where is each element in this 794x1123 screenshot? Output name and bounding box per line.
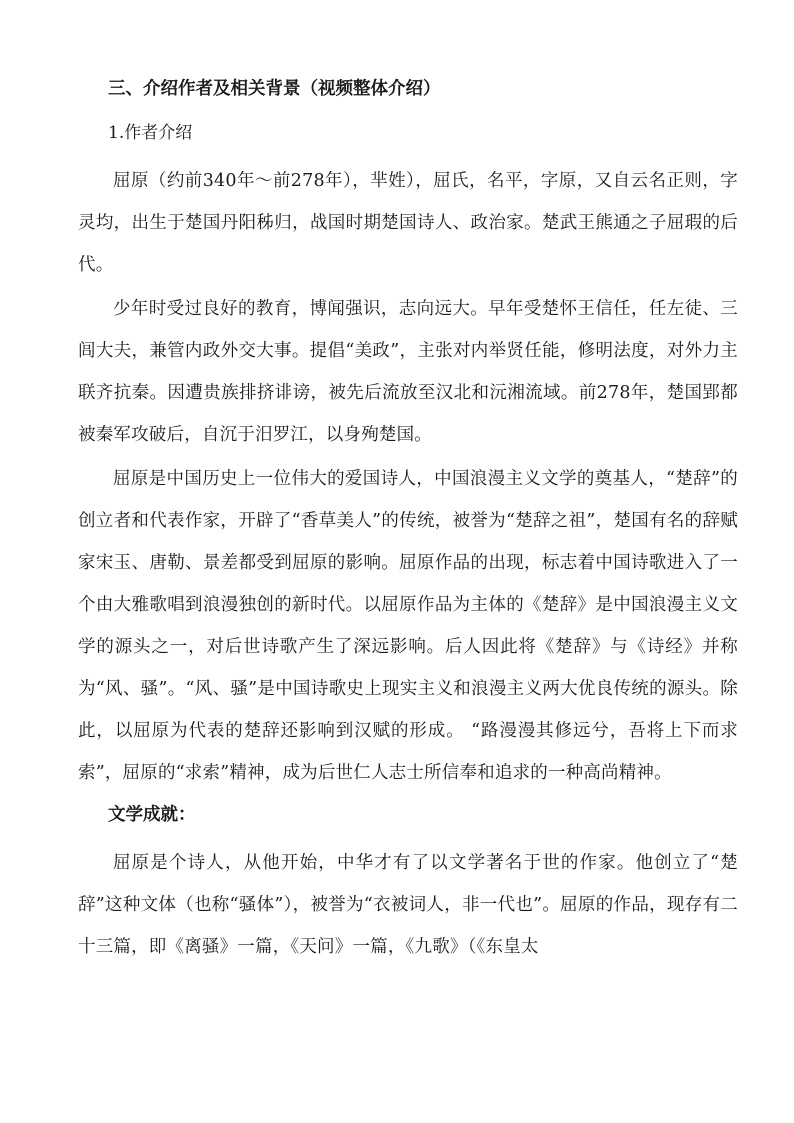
paragraph-legacy: 屈原是中国历史上一位伟大的爱国诗人，中国浪漫主义文学的奠基人，“楚辞”的创立者和代表作家，开辟了“香草美人”的传统，被誉为“楚辞之祖”，楚国有名的辞赋家宋玉、唐勒、景差都受到屈原的影响。屈原作品的出现，标志着中国诗歌进入了一个由大雅歌唱到浪漫独创的新时代。以屈原作品为主体的《楚辞》是中国浪漫主义文学的源头之一，对后世诗歌产生了深远影响。后人因此将《楚辞》与《诗经》并称为“风、骚”。“风、骚”是中国诗歌史上现实主义和浪漫主义两大优良传统的源头。除此，以屈原为代表的楚辞还影响到汉赋的形成。 “路漫漫其修远兮，吾将上下而求索”，屈原的“求索”精神，成为后世仁人志士所信奉和追求的一种高尚精神。: [78, 469, 738, 783]
literary-achievement-heading: 文学成就：: [108, 805, 196, 825]
author-intro-heading: 1.作者介绍: [108, 123, 193, 143]
section-title: 三、介绍作者及相关背景（视频整体介绍）: [108, 79, 441, 99]
paragraph-bio: 屈原（约前340年～前278年），芈姓），屈氏，名平，字原，又自云名正则，字灵均，出生于楚国丹阳秭归，战国时期楚国诗人、政治家。楚武王熊通之子屈瑕的后代。: [78, 171, 738, 275]
document-body: [78, 74, 738, 970]
paragraph-career: 少年时受过良好的教育，博闻强识，志向远大。早年受楚怀王信任，任左徒、三闾大夫，兼管内政外交大事。提倡“美政”，主张对内举贤任能，修明法度，对外力主联齐抗秦。因遭贵族排挤诽谤，被先后流放至汉北和沅湘流域。前278年，楚国郢都被秦军攻破后，自沉于汨罗江，以身殉楚国。: [78, 299, 738, 445]
paragraph-literary: 屈原是个诗人，从他开始，中华才有了以文学著名于世的作家。他创立了“楚辞”这种文体（也称“骚体”），被誉为“衣被词人，非一代也”。屈原的作品，现存有二十三篇，即《离骚》一篇，《天问》一篇，《九歌》（《东皇太: [78, 853, 738, 957]
